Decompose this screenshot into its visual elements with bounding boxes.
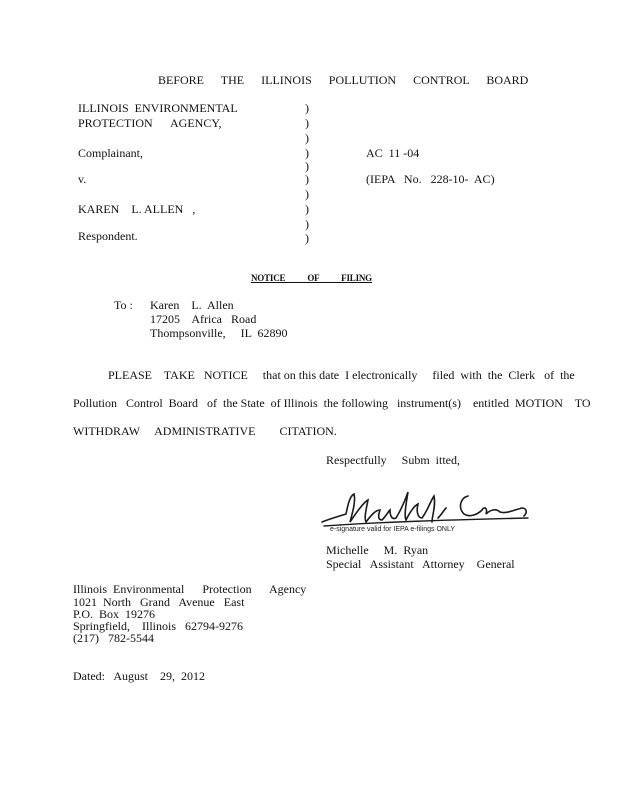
caption-paren: ): [305, 101, 309, 115]
agency-address-line1: Illinois Environmental Protection Agency: [73, 582, 307, 596]
caption-paren: ): [305, 172, 309, 186]
versus-label: v.: [78, 172, 87, 186]
caption-paren: ): [305, 217, 309, 231]
respectfully-submitted: Respectfully Subm itted,: [326, 453, 460, 467]
caption-paren: ): [305, 116, 309, 130]
respondent-label: Respondent.: [78, 229, 138, 243]
caption-paren: ): [305, 187, 309, 201]
case-number: AC 11 -04: [366, 146, 420, 160]
notice-of-filing-heading: NOTICE OF FILING: [251, 273, 372, 283]
caption-paren: ): [305, 202, 309, 216]
iepa-number: (IEPA No. 228-10- AC): [366, 172, 495, 186]
signature-validity-note: e-signature valid for IEPA e-filings ONLY: [330, 526, 456, 533]
agency-address-line3: P.O. Box 19276: [73, 607, 156, 621]
signer-name: Michelle M. Ryan: [326, 543, 429, 557]
complainant-name-line2: PROTECTION AGENCY,: [78, 116, 222, 130]
agency-address-line2: 1021 North Grand Avenue East: [73, 595, 245, 609]
caption-paren: ): [305, 231, 309, 245]
notice-body-line1: PLEASE TAKE NOTICE that on this date I electronically filed with the Clerk of the: [108, 368, 575, 382]
to-label: To :: [114, 298, 133, 312]
caption-paren: ): [305, 146, 309, 160]
dated-line: Dated: August 29, 2012: [73, 669, 205, 683]
agency-phone: (217) 782-5544: [73, 631, 154, 645]
caption-paren: ): [305, 159, 309, 173]
recipient-name: Karen L. Allen: [150, 298, 234, 312]
recipient-address-line1: 17205 Africa Road: [150, 312, 257, 326]
document-title: BEFORE THE ILLINOIS POLLUTION CONTROL BOARD: [158, 73, 529, 87]
respondent-name: KAREN L. ALLEN ,: [78, 202, 196, 216]
caption-paren: ): [305, 131, 309, 145]
agency-address-line4: Springfield, Illinois 62794-9276: [73, 619, 243, 633]
complainant-label: Complainant,: [78, 146, 143, 160]
complainant-name-line1: ILLINOIS ENVIRONMENTAL: [78, 101, 238, 115]
notice-body-line2: Pollution Control Board of the State of Illinois the following instrument(s) entitled MOTION TO: [73, 396, 591, 410]
recipient-address-line2: Thompsonville, IL 62890: [150, 326, 288, 340]
notice-body-line3: WITHDRAW ADMINISTRATIVE CITATION.: [73, 424, 337, 438]
signer-title: Special Assistant Attorney General: [326, 557, 515, 571]
